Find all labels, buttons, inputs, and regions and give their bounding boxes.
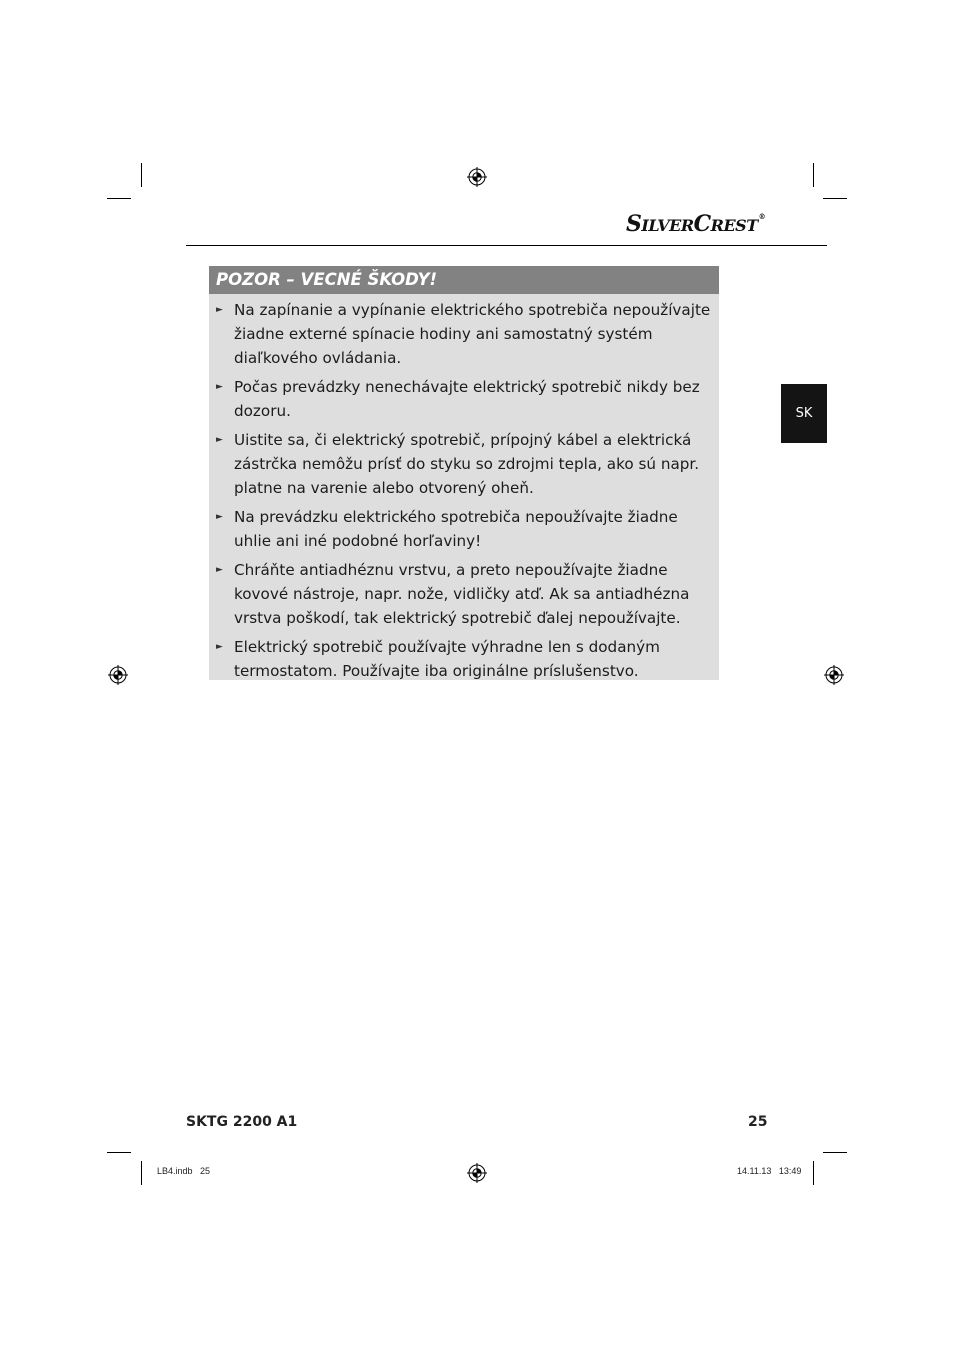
crop-mark: [823, 1152, 847, 1153]
list-item: ► Chráňte antiadhéznu vrstvu, a preto nepoužívajte žiadne kovové nástroje, napr. nože, vidličky atď. Ak sa antiadhézna vrstva poškodí, tak elektrický spotrebič ďalej nepoužívajte.: [216, 558, 711, 631]
list-item: ► Uistite sa, či elektrický spotrebič, prípojný kábel a elektrická zástrčka nemôžu prísť do styku so zdrojmi tepla, ako sú napr. platne na varenie alebo otvorený oheň.: [216, 428, 711, 501]
registration-mark-icon: [467, 1163, 487, 1183]
model-number: SKTG 2200 A1: [186, 1114, 298, 1130]
page-number: 25: [748, 1114, 768, 1130]
print-slug-file: LB4.indb 25: [157, 1166, 211, 1176]
bullet-arrow-icon: ►: [216, 565, 223, 576]
warning-list: [209, 294, 719, 684]
list-item: ► Na zapínanie a vypínanie elektrického spotrebiča nepoužívajte žiadne externé spínacie hodiny ani samostatný systém diaľkového ovládania.: [216, 298, 711, 371]
crop-mark: [107, 1152, 131, 1153]
header-rule: [186, 245, 827, 246]
crop-mark: [141, 163, 142, 187]
language-tab-label: SK: [795, 406, 813, 421]
bullet-arrow-icon: ►: [216, 642, 223, 653]
warning-title: POZOR – VECNÉ ŠKODY!: [209, 266, 719, 294]
crop-mark: [141, 1161, 142, 1185]
bullet-arrow-icon: ►: [216, 305, 223, 315]
print-slug-date: 14.11.13 13:49: [737, 1166, 802, 1176]
bullet-arrow-icon: ►: [216, 382, 223, 393]
crop-mark: [107, 198, 131, 199]
list-item: ► Elektrický spotrebič používajte výhradne len s dodaným termostatom. Používajte iba originálne príslušenstvo.: [216, 635, 711, 683]
language-tab: [781, 384, 827, 443]
list-item: ► Na prevádzku elektrického spotrebiča nepoužívajte žiadne uhlie ani iné podobné horľaviny!: [216, 505, 711, 553]
warning-box: [209, 266, 719, 680]
crop-mark: [813, 163, 814, 187]
registration-mark-icon: [824, 665, 844, 685]
brand-logo: SILVERCREST®: [626, 211, 766, 237]
crop-mark: [823, 198, 847, 199]
list-item: ► Počas prevádzky nenechávajte elektrický spotrebič nikdy bez dozoru.: [216, 375, 711, 423]
crop-mark: [813, 1161, 814, 1185]
bullet-arrow-icon: ►: [216, 435, 223, 446]
registration-mark-icon: [108, 665, 128, 685]
bullet-arrow-icon: ►: [216, 512, 223, 523]
registration-mark-icon: [467, 167, 487, 187]
